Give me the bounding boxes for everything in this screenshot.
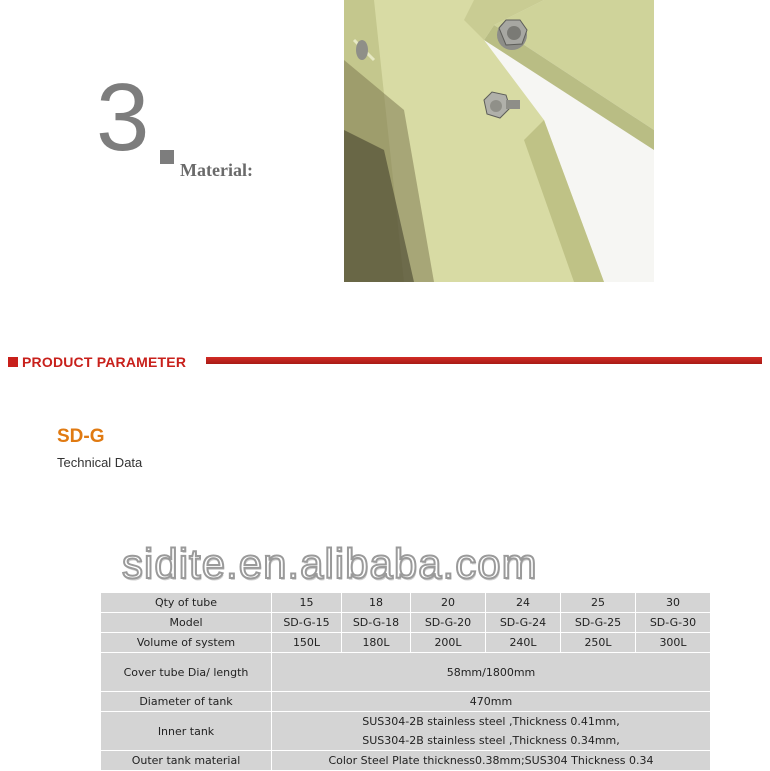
table-cell: 15 [272, 593, 342, 613]
model-subtitle: Technical Data [57, 455, 143, 470]
section-number-dot [160, 150, 174, 164]
table-cell: SD-G-20 [411, 613, 486, 633]
table-cell-span: Color Steel Plate thickness0.38mm;SUS304 Thickness 0.34 [272, 751, 711, 771]
table-cell: SD-G-15 [272, 613, 342, 633]
material-photo [344, 0, 654, 282]
watermark: sidite.en.alibaba.com [122, 540, 538, 587]
table-cell: SD-G-24 [486, 613, 561, 633]
row-label: Inner tank [101, 712, 272, 751]
section-label: Material: [180, 160, 253, 180]
spec-table [100, 592, 711, 771]
table-row [101, 751, 711, 771]
model-name: SD-G [57, 426, 105, 447]
table-cell-line: SUS304-2B stainless steel ,Thickness 0.41mm, [362, 715, 620, 728]
row-label: Outer tank material [101, 751, 272, 771]
table-cell-span: 58mm/1800mm [272, 653, 711, 692]
table-row [101, 692, 711, 712]
table-cell: 20 [411, 593, 486, 613]
table-cell: SD-G-25 [561, 613, 636, 633]
steel-bracket-photo-icon [344, 0, 654, 282]
parameter-title: PRODUCT PARAMETER [22, 354, 187, 370]
table-cell-span: 470mm [272, 692, 711, 712]
parameter-marker [8, 357, 18, 367]
table-cell-line: SUS304-2B stainless steel ,Thickness 0.34mm, [362, 734, 620, 747]
row-label: Model [101, 613, 272, 633]
table-cell: 30 [636, 593, 711, 613]
table-cell: 300L [636, 633, 711, 653]
table-cell: 240L [486, 633, 561, 653]
section-number: 3 [96, 64, 144, 171]
table-cell: 150L [272, 633, 342, 653]
table-cell: 24 [486, 593, 561, 613]
row-label: Cover tube Dia/ length [101, 653, 272, 692]
table-row [101, 712, 711, 751]
table-cell: SD-G-30 [636, 613, 711, 633]
parameter-divider [206, 357, 762, 364]
table-cell: 250L [561, 633, 636, 653]
table-cell: SD-G-18 [342, 613, 411, 633]
row-label: Volume of system [101, 633, 272, 653]
row-label: Qty of tube [101, 593, 272, 613]
table-row [101, 613, 711, 633]
table-row [101, 593, 711, 613]
table-cell: 180L [342, 633, 411, 653]
table-row [101, 633, 711, 653]
table-cell: 200L [411, 633, 486, 653]
table-cell: 18 [342, 593, 411, 613]
table-row [101, 653, 711, 692]
table-cell-span [272, 712, 711, 751]
row-label: Diameter of tank [101, 692, 272, 712]
table-cell: 25 [561, 593, 636, 613]
